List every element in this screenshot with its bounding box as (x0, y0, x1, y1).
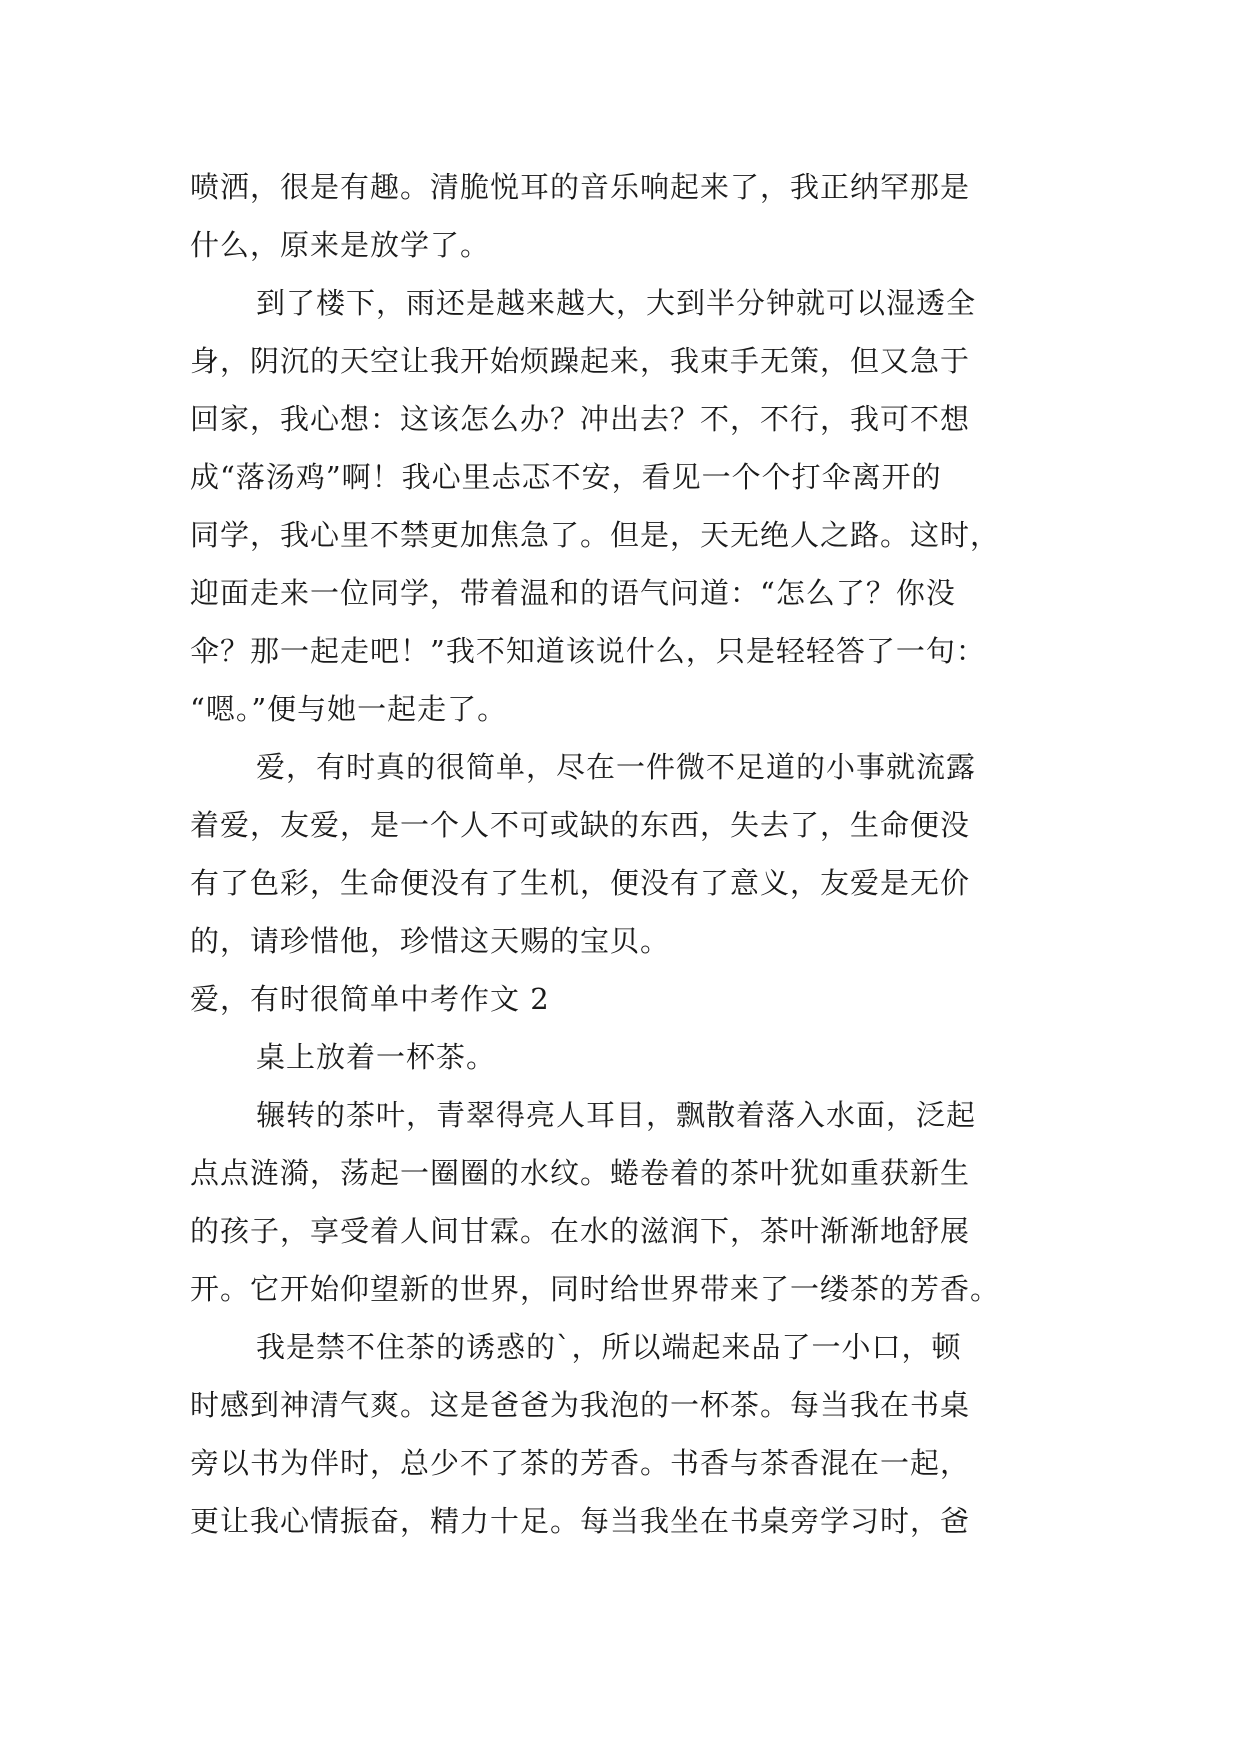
article-body (190, 158, 1090, 1550)
text-line: 着爱，友爱，是一个人不可或缺的东西，失去了，生命便没 (190, 808, 971, 842)
text-line: 更让我心情振奋，精力十足。每当我坐在书桌旁学习时，爸 (190, 1504, 971, 1538)
paragraph-start-line: 桌上放着一杯茶。 (256, 1040, 497, 1074)
text-line: 的孩子，享受着人间甘霖。在水的滋润下，茶叶渐渐地舒展 (190, 1214, 971, 1248)
text-line: 喷洒，很是有趣。清脆悦耳的音乐响起来了，我正纳罕那是 (190, 170, 971, 204)
text-line: 开。它开始仰望新的世界，同时给世界带来了一缕茶的芳香。 (190, 1272, 1001, 1306)
paragraph-start-line: 到了楼下，雨还是越来越大，大到半分钟就可以湿透全 (256, 286, 977, 320)
section-heading: 爱，有时很简单中考作文 2 (190, 982, 550, 1016)
text-line: 什么，原来是放学了。 (190, 228, 491, 262)
text-line: 伞？那一起走吧！”我不知道该说什么，只是轻轻答了一句： (190, 634, 986, 668)
text-line: 时感到神清气爽。这是爸爸为我泡的一杯茶。每当我在书桌 (190, 1388, 971, 1422)
paragraph-start-line: 爱，有时真的很简单，尽在一件微不足道的小事就流露 (256, 750, 977, 784)
paragraph-start-line: 辗转的茶叶，青翠得亮人耳目，飘散着落入水面，泛起 (256, 1098, 977, 1132)
text-line: 旁以书为伴时，总少不了茶的芳香。书香与茶香混在一起， (190, 1446, 971, 1480)
text-line: 点点涟漪，荡起一圈圈的水纹。蜷卷着的茶叶犹如重获新生 (190, 1156, 971, 1190)
paragraph-start-line: 我是禁不住茶的诱惑的`，所以端起来品了一小口，顿 (256, 1330, 962, 1364)
text-line: 迎面走来一位同学，带着温和的语气问道：“怎么了？你没 (190, 576, 956, 610)
text-line: 回家，我心想：这该怎么办？冲出去？不，不行，我可不想 (190, 402, 971, 436)
text-line: 身，阴沉的天空让我开始烦躁起来，我束手无策，但又急于 (190, 344, 971, 378)
text-line: 有了色彩，生命便没有了生机，便没有了意义，友爱是无价 (190, 866, 971, 900)
text-line: 成“落汤鸡”啊！我心里忐忑不安，看见一个个打伞离开的 (190, 460, 942, 494)
text-line: 的，请珍惜他，珍惜这天赐的宝贝。 (190, 924, 671, 958)
text-line: “嗯。”便与她一起走了。 (190, 692, 508, 726)
text-line: 同学，我心里不禁更加焦急了。但是，天无绝人之路。这时， (190, 518, 1001, 552)
